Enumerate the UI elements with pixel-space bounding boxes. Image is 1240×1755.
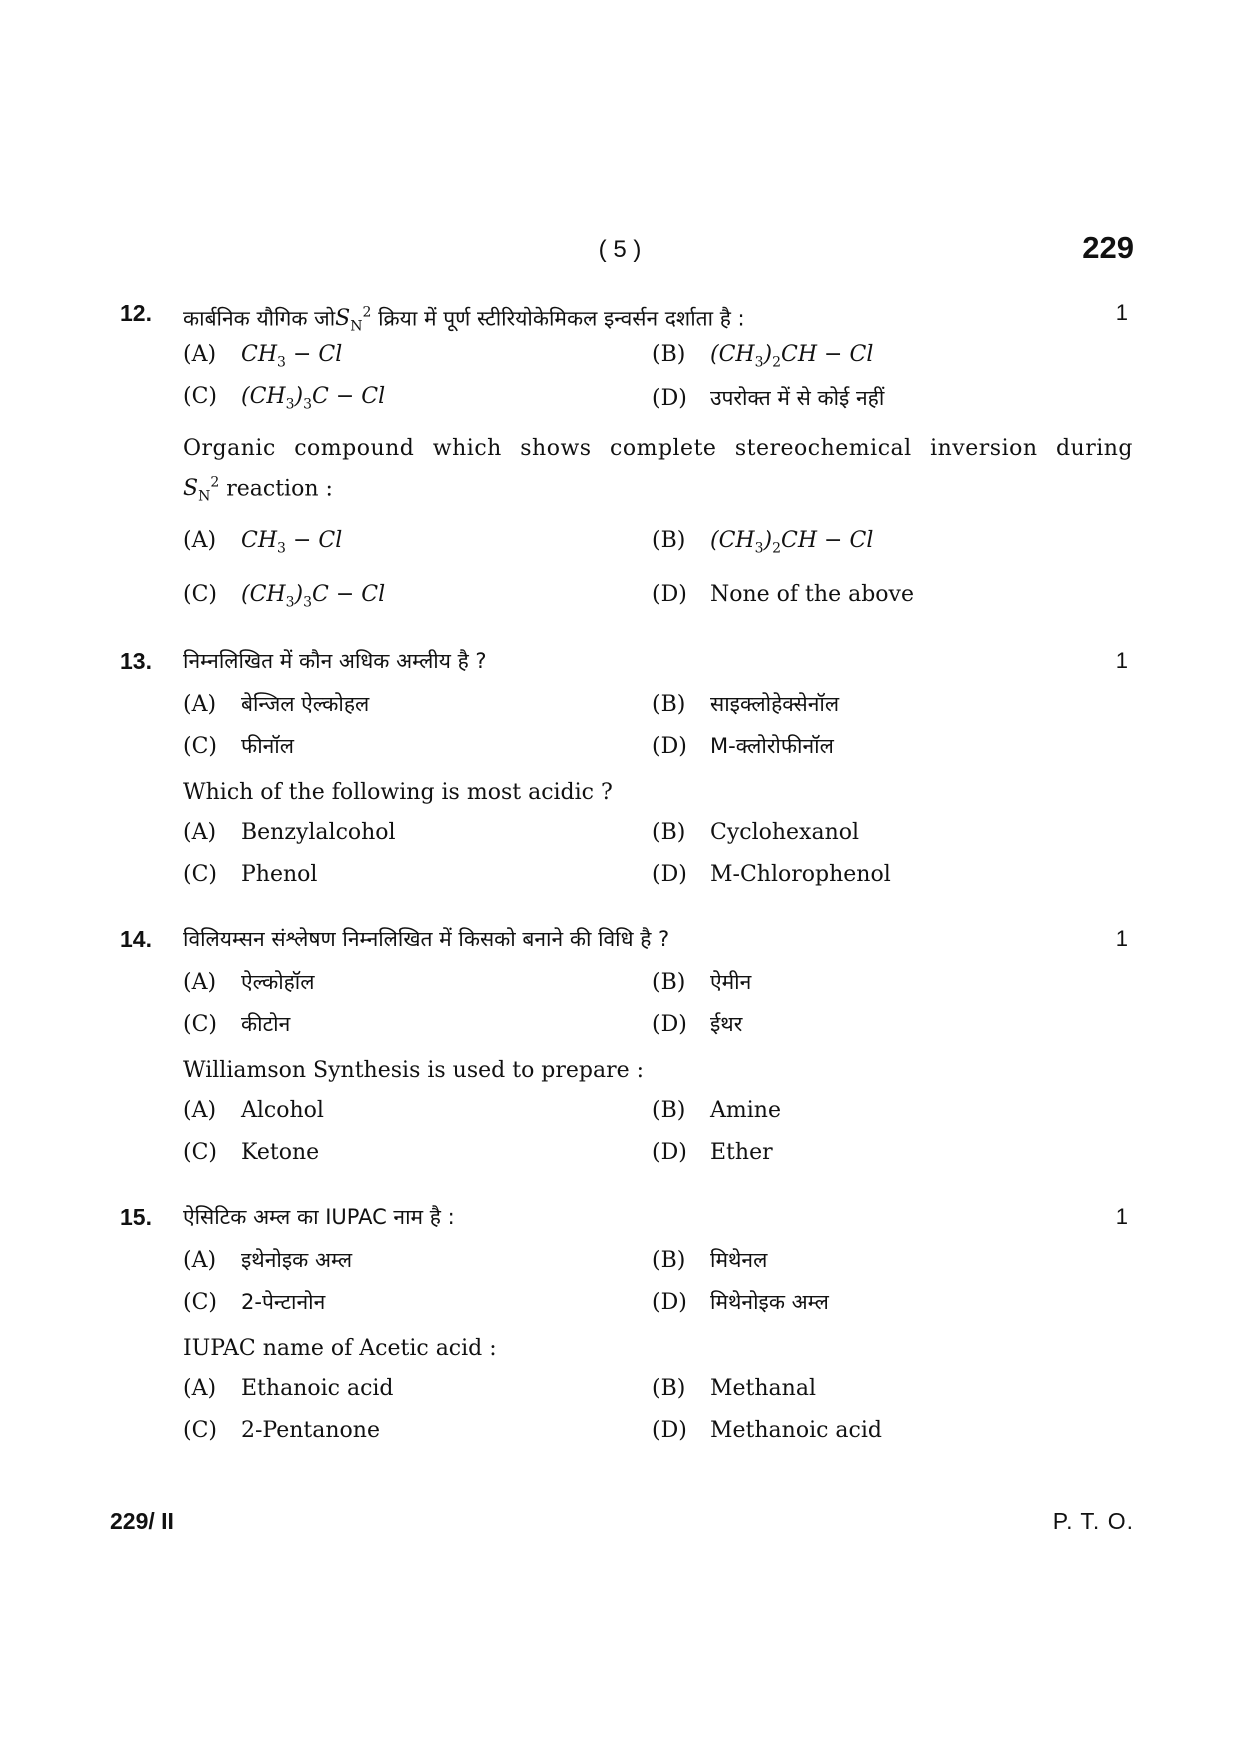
- option-c-english: (C) Phenol: [183, 862, 318, 887]
- option-b-hindi: (B) साइक्लोहेक्सेनॉल: [652, 692, 840, 717]
- option-a-english: (A) Benzylalcohol: [183, 820, 396, 845]
- question-marks: 1: [1115, 926, 1128, 951]
- option-a-hindi: (A) बेन्जिल ऐल्कोहल: [183, 692, 370, 717]
- question-marks: 1: [1115, 648, 1128, 673]
- option-c-hindi: (C) फीनॉल: [183, 734, 294, 759]
- option-b-english: (B) Cyclohexanol: [652, 820, 860, 845]
- option-c-hindi: (C) 2-पेन्टानोन: [183, 1290, 326, 1315]
- option-b-hindi: (B) ऐमीन: [652, 970, 752, 995]
- option-a-english: (A) Alcohol: [183, 1098, 324, 1123]
- question-marks: 1: [1115, 300, 1128, 325]
- question-number: 12.: [120, 300, 152, 326]
- option-b-english: (B) Methanal: [652, 1376, 816, 1401]
- option-d-english: (D) None of the above: [652, 582, 914, 607]
- footer-pto: P. T. O.: [1052, 1508, 1134, 1534]
- option-c-hindi: (C) $(CH_3)_3C - Cl$: [183, 384, 386, 413]
- option-c-english: (C) 2-Pentanone: [183, 1418, 380, 1443]
- option-d-english: (D) Methanoic acid: [652, 1418, 882, 1443]
- option-b-hindi: (B) मिथेनल: [652, 1248, 768, 1273]
- footer-paper-code: 229/ II: [110, 1508, 174, 1534]
- question-number: 13.: [120, 648, 152, 674]
- question-number: 14.: [120, 926, 152, 952]
- option-a-english: (A) Ethanoic acid: [183, 1376, 394, 1401]
- option-c-english: (C) Ketone: [183, 1140, 320, 1165]
- option-d-hindi: (D) M-क्लोरोफीनॉल: [652, 734, 834, 759]
- page-number: ( 5 ): [598, 236, 642, 263]
- question-text-hindi: ऐसिटिक अम्ल का IUPAC नाम है :: [183, 1205, 455, 1229]
- option-b-english: (B) Amine: [652, 1098, 781, 1123]
- option-c-hindi: (C) कीटोन: [183, 1012, 291, 1037]
- question-text-english: Williamson Synthesis is used to prepare :: [183, 1058, 645, 1083]
- option-a-hindi: (A) इथेनोइक अम्ल: [183, 1248, 353, 1273]
- question-text-hindi: निम्नलिखित में कौन अधिक अम्लीय है ?: [183, 649, 487, 673]
- option-a-hindi: (A) $CH_3 - Cl$: [183, 342, 343, 371]
- option-b-english: (B) $(CH_3)_2CH - Cl$: [652, 528, 874, 557]
- option-c-english: (C) $(CH_3)_3C - Cl$: [183, 582, 386, 611]
- paper-code: 229: [1082, 230, 1134, 265]
- question-text-english: Which of the following is most acidic ?: [183, 780, 613, 805]
- option-d-english: (D) M-Chlorophenol: [652, 862, 891, 887]
- option-a-english: (A) $CH_3 - Cl$: [183, 528, 343, 557]
- question-text-hindi: विलियम्सन संश्लेषण निम्नलिखित में किसको बनाने की विधि है ?: [183, 927, 670, 951]
- option-d-english: (D) Ether: [652, 1140, 773, 1165]
- question-marks: 1: [1115, 1204, 1128, 1229]
- option-d-hindi: (D) ईथर: [652, 1012, 743, 1037]
- question-text-english-cont: $S_N^2$ reaction :: [183, 475, 333, 505]
- question-text-hindi: कार्बनिक यौगिक $जोS_N^2$ क्रिया में पूर्ण स्टीरियोकेमिकल इन्वर्सन दर्शाता है :: [183, 305, 745, 335]
- option-d-hindi: (D) उपरोक्त में से कोई नहीं: [652, 386, 885, 411]
- question-text-english: Organic compound which shows complete stereochemical inversion during: [183, 436, 1133, 461]
- question-text-english: IUPAC name of Acetic acid :: [183, 1336, 497, 1361]
- option-d-hindi: (D) मिथेनोइक अम्ल: [652, 1290, 829, 1315]
- option-b-hindi: (B) $(CH_3)_2CH - Cl$: [652, 342, 874, 371]
- question-number: 15.: [120, 1204, 152, 1230]
- option-a-hindi: (A) ऐल्कोहॉल: [183, 970, 315, 995]
